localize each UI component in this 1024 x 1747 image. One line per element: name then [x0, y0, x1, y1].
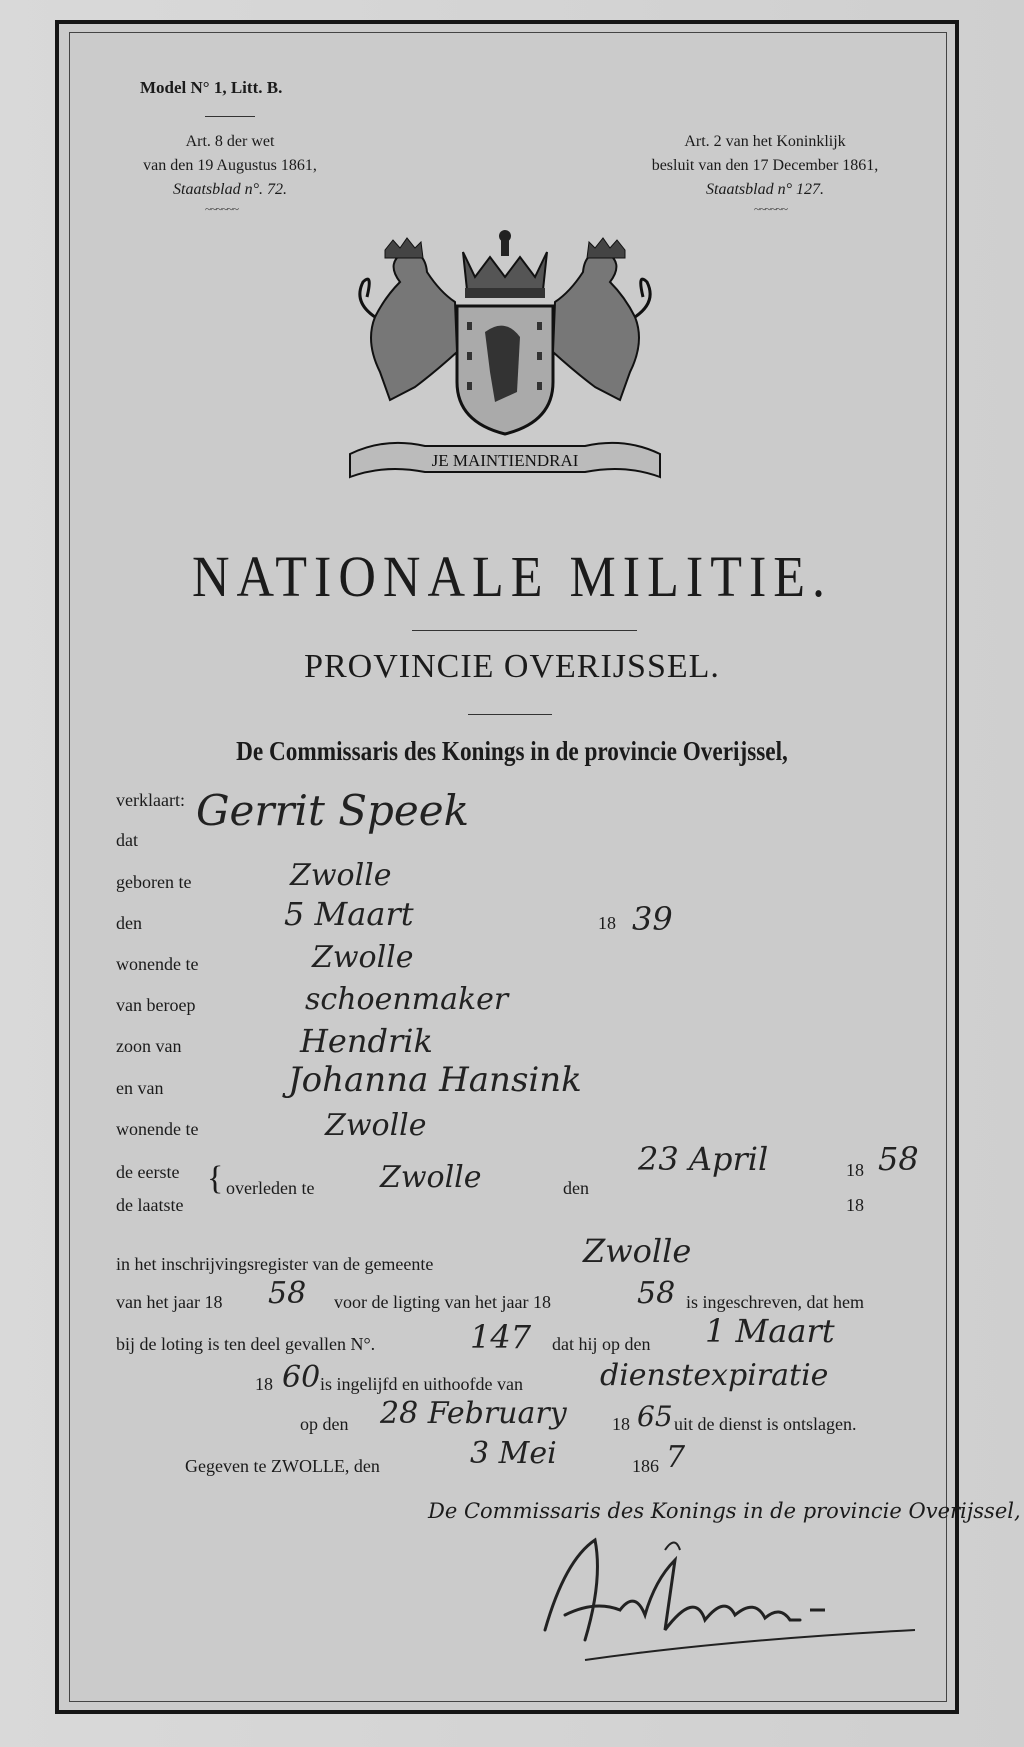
declarant-heading: De Commissaris des Konings in de provincie Overijssel, — [236, 736, 788, 766]
handwritten-residence: Zwolle — [312, 940, 414, 975]
right-reference-line2: besluit van den 17 December 1861, — [651, 157, 879, 174]
text-op-den: op den — [300, 1414, 349, 1434]
right-reference — [620, 130, 910, 202]
text-inschrijving: in het inschrijvingsregister van de gemeente — [116, 1254, 434, 1274]
label-en-van: en van — [116, 1078, 164, 1098]
handwritten-name: Gerrit Speek — [196, 786, 470, 835]
handwritten-discharge-reason: dienstexpiratie — [600, 1358, 829, 1393]
label-de-eerste: de eerste — [116, 1162, 180, 1182]
right-reference-line3: Staatsblad n° 127. — [706, 181, 824, 198]
handwritten-signature — [525, 1520, 925, 1670]
left-reference-line2: van den 19 Augustus 1861, — [143, 157, 317, 174]
handwritten-deceased-place: Zwolle — [380, 1160, 482, 1195]
handwritten-lichting-year: 58 — [637, 1276, 676, 1311]
label-de-laatste: de laatste — [116, 1195, 184, 1215]
handwritten-register-municipality: Zwolle — [583, 1232, 692, 1270]
text-ontslagen: uit de dienst is ontslagen. — [674, 1414, 857, 1434]
label-verklaart: verklaart: — [116, 790, 185, 810]
label-wonende-te-2: wonende te — [116, 1119, 199, 1139]
text-voor-de-ligting: voor de ligting van het jaar 18 — [334, 1292, 551, 1312]
signature-title: De Commissaris des Konings in de provincie Overijssel, — [428, 1499, 1021, 1523]
handwritten-father: Hendrik — [300, 1022, 433, 1060]
handwritten-deceased-date: 23 April — [638, 1140, 769, 1178]
ornament-squiggle: ~~~~~~ — [205, 202, 238, 216]
label-geboren-te: geboren te — [116, 872, 192, 892]
label-wonende-te: wonende te — [116, 954, 199, 974]
birth-year-prefix: 18 — [598, 913, 616, 933]
right-reference-line1: Art. 2 van het Koninklijk — [684, 133, 846, 150]
label-den: den — [116, 913, 142, 933]
text-ingeschreven: is ingeschreven, dat hem — [686, 1292, 864, 1312]
divider — [468, 714, 552, 715]
text-loting: bij de loting is ten deel gevallen N°. — [116, 1334, 376, 1354]
province-title: PROVINCIE OVERIJSSEL. — [304, 648, 720, 685]
handwritten-birth-year: 39 — [632, 900, 673, 938]
handwritten-discharge-year: 65 — [637, 1400, 673, 1433]
text-dat-hij: dat hij op den — [552, 1334, 651, 1354]
handwritten-enlist-year: 60 — [282, 1360, 321, 1395]
handwritten-birth-date: 5 Maart — [284, 895, 414, 933]
bracket: { — [207, 1160, 224, 1197]
text-ingelijfd: is ingelijfd en uithoofde van — [320, 1374, 523, 1394]
year-prefix-eerste: 18 — [846, 1160, 864, 1180]
document-title: NATIONALE MILITIE. — [191, 545, 833, 610]
label-dat: dat — [116, 830, 138, 850]
handwritten-lot-number: 147 — [470, 1318, 532, 1356]
text-van-het-jaar: van het jaar 18 — [116, 1292, 223, 1312]
divider — [205, 116, 255, 117]
handwritten-birthplace: Zwolle — [290, 858, 392, 893]
handwritten-issue-year: 7 — [666, 1440, 686, 1475]
left-reference-line1: Art. 8 der wet — [185, 133, 275, 150]
handwritten-deceased-year: 58 — [878, 1140, 919, 1178]
handwritten-discharge-date: 28 February — [380, 1396, 567, 1431]
text-year-18b: 18 — [612, 1414, 630, 1434]
label-zoon-van: zoon van — [116, 1036, 182, 1056]
text-gegeven: Gegeven te ZWOLLE, den — [185, 1456, 380, 1476]
left-reference-line3: Staatsblad n°. 72. — [173, 181, 287, 198]
royal-coat-of-arms-icon — [345, 222, 665, 497]
text-year-18: 18 — [255, 1374, 273, 1394]
text-year-186: 186 — [632, 1456, 659, 1476]
label-overleden-te: overleden te — [226, 1178, 315, 1198]
handwritten-enlist-date: 1 Maart — [705, 1312, 835, 1350]
label-van-beroep: van beroep — [116, 995, 196, 1015]
left-reference — [105, 130, 355, 202]
model-number: Model N° 1, Litt. B. — [140, 78, 283, 97]
divider — [412, 630, 637, 631]
label-den-2: den — [563, 1178, 589, 1198]
ornament-squiggle: ~~~~~~ — [754, 202, 787, 216]
handwritten-parents-residence: Zwolle — [325, 1108, 427, 1143]
handwritten-register-year: 58 — [268, 1276, 307, 1311]
handwritten-profession: schoenmaker — [305, 982, 509, 1017]
handwritten-mother: Johanna Hansink — [288, 1060, 582, 1100]
year-prefix-laatste: 18 — [846, 1195, 864, 1215]
motto-text: JE MAINTIENDRAI — [431, 451, 579, 470]
handwritten-issue-date: 3 Mei — [470, 1436, 557, 1471]
